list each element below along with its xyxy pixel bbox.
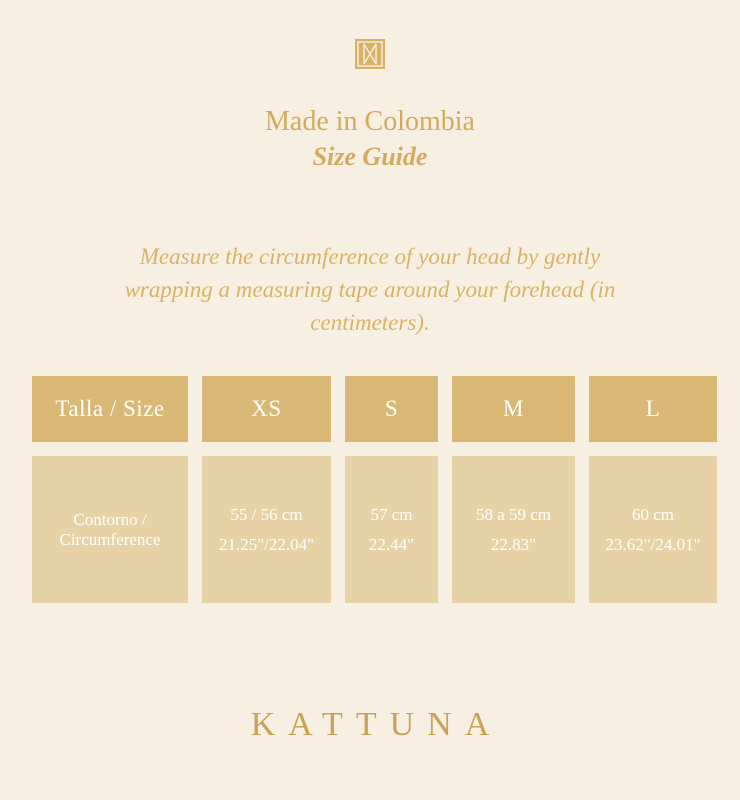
- measurement-cm: 58 a 59 cm: [475, 504, 552, 524]
- size-header-text: M: [503, 396, 524, 421]
- kattuna-monogram-icon: [355, 39, 385, 69]
- page-title: Made in Colombia: [265, 106, 475, 137]
- measurement-inches: 22.83": [490, 534, 537, 554]
- circumference-label-line1: Contorno /: [73, 509, 147, 529]
- size-header-text: Talla / Size: [55, 396, 165, 421]
- size-header-label: [32, 376, 188, 442]
- size-header-text: L: [645, 396, 661, 421]
- size-header-text: XS: [251, 396, 282, 421]
- measurement-cm: 55 / 56 cm: [230, 504, 303, 524]
- circumference-label-line2: Circumference: [59, 529, 161, 549]
- size-header-m: [452, 376, 575, 442]
- brand-wordmark: KATTUNA: [250, 706, 503, 743]
- measurement-inches: 22.44": [368, 534, 415, 554]
- circumference-label-cell: [32, 456, 188, 603]
- size-header-text: S: [384, 396, 399, 421]
- measurement-cell-m: [452, 456, 575, 603]
- measurement-cell-xs: [202, 456, 331, 603]
- measurement-cell-l: [589, 456, 717, 603]
- size-header-xs: [202, 376, 331, 442]
- size-header-s: [345, 376, 438, 442]
- measuring-instructions: Measure the circumference of your head by gently wrapping a measuring tape around your forehead (in centimeters).: [124, 244, 616, 335]
- measurement-cm: 57 cm: [370, 504, 413, 524]
- size-header-l: [589, 376, 717, 442]
- measurement-cell-s: [345, 456, 438, 603]
- page-subtitle: Size Guide: [312, 142, 428, 171]
- measurement-inches: 21.25"/22.04": [218, 534, 315, 554]
- measurement-inches: 23.62"/24.01": [605, 534, 701, 554]
- measurement-cm: 60 cm: [631, 504, 675, 524]
